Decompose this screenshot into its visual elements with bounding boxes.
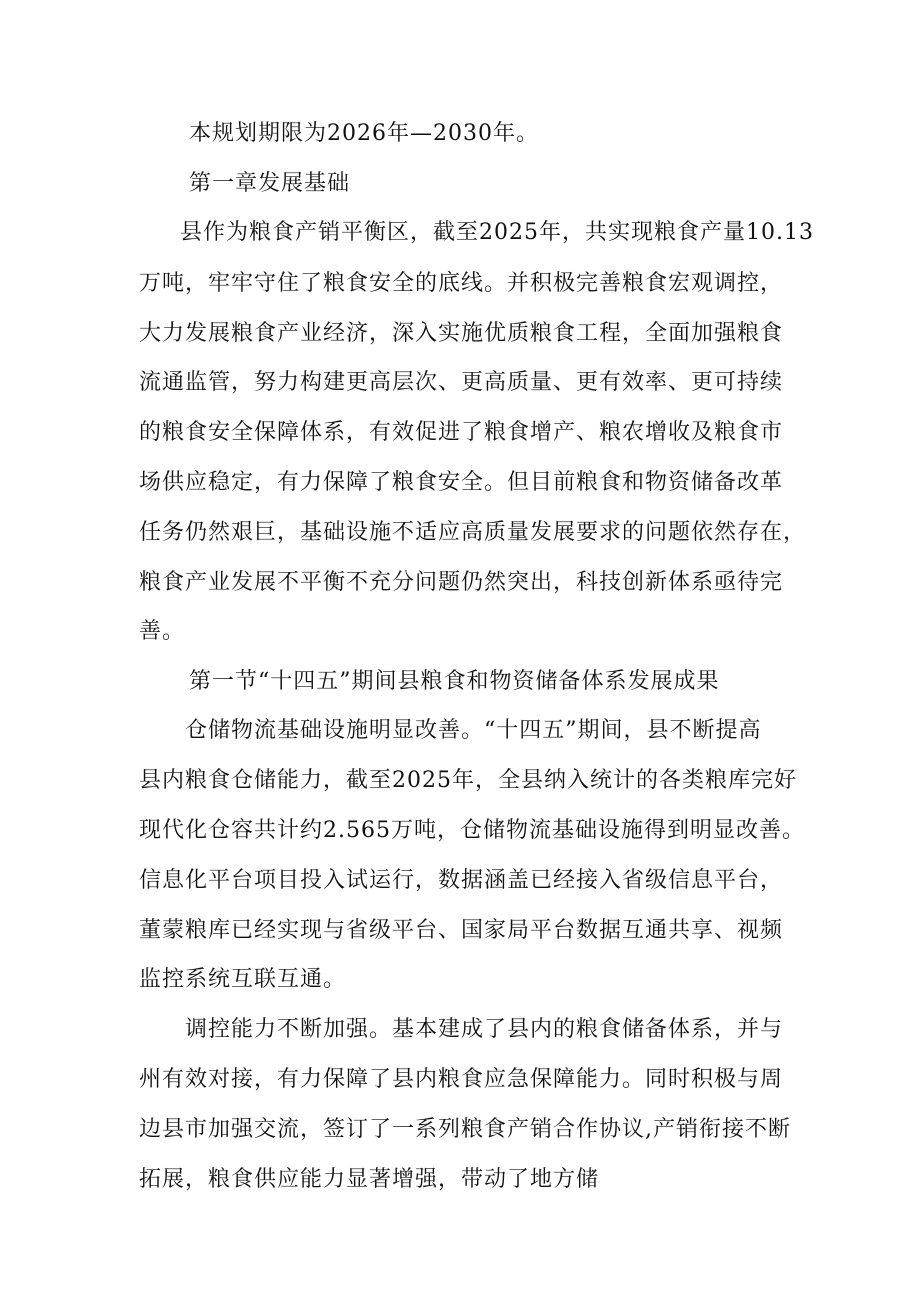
chapter-heading: 第一章发展基础	[189, 171, 351, 196]
text-line: 县内粮食仓储能力，截至2025年，全县纳入统计的各类粮库完好	[139, 768, 797, 793]
text-line: 流通监管，努力构建更高层次、更高质量、更有效率、更可持续	[139, 370, 784, 395]
text-line: 州有效对接，有力保障了县内粮食应急保障能力。同时积极与周	[139, 1067, 784, 1092]
text-line: 现代化仓容共计约2.565万吨，仓储物流基础设施得到明显改善。	[139, 818, 805, 843]
text-line: 仓储物流基础设施明显改善。“十四五”期间，县不断提高	[185, 718, 762, 743]
text-line: 拓展，粮食供应能力显著增强，带动了地方储	[139, 1167, 600, 1192]
text-line: 善。	[139, 619, 186, 644]
section-heading: 第一节“十四五”期间县粮食和物资储备体系发展成果	[189, 669, 720, 694]
text-line: 的粮食安全保障体系，有效促进了粮食增产、粮农增收及粮食市	[139, 420, 784, 445]
text-line: 粮食产业发展不平衡不充分问题仍然突出，科技创新体系亟待完	[139, 570, 784, 595]
text-line: 大力发展粮食产业经济，深入实施优质粮食工程，全面加强粮食	[139, 321, 784, 346]
text-line: 边县市加强交流，签订了一系列粮食产销合作协议,产销衔接不断	[139, 1117, 791, 1142]
text-line: 监控系统互联互通。	[139, 967, 347, 992]
text-line: 万吨，牢牢守住了粮食安全的底线。并积极完善粮食宏观调控，	[139, 271, 784, 296]
text-line: 信息化平台项目投入试运行，数据涵盖已经接入省级信息平台，	[139, 868, 784, 893]
text-line: 本规划期限为2026年—2030年。	[189, 121, 539, 146]
text-line: 县作为粮食产销平衡区，截至2025年，共实现粮食产量10.13	[180, 220, 814, 245]
text-line: 任务仍然艰巨，基础设施不适应高质量发展要求的问题依然存在，	[139, 520, 807, 545]
text-line: 场供应稳定，有力保障了粮食安全。但目前粮食和物资储备改革	[139, 470, 784, 495]
text-line: 调控能力不断加强。基本建成了县内的粮食储备体系，并与	[185, 1017, 784, 1042]
text-line: 董蒙粮库已经实现与省级平台、国家局平台数据互通共享、视频	[139, 918, 784, 943]
